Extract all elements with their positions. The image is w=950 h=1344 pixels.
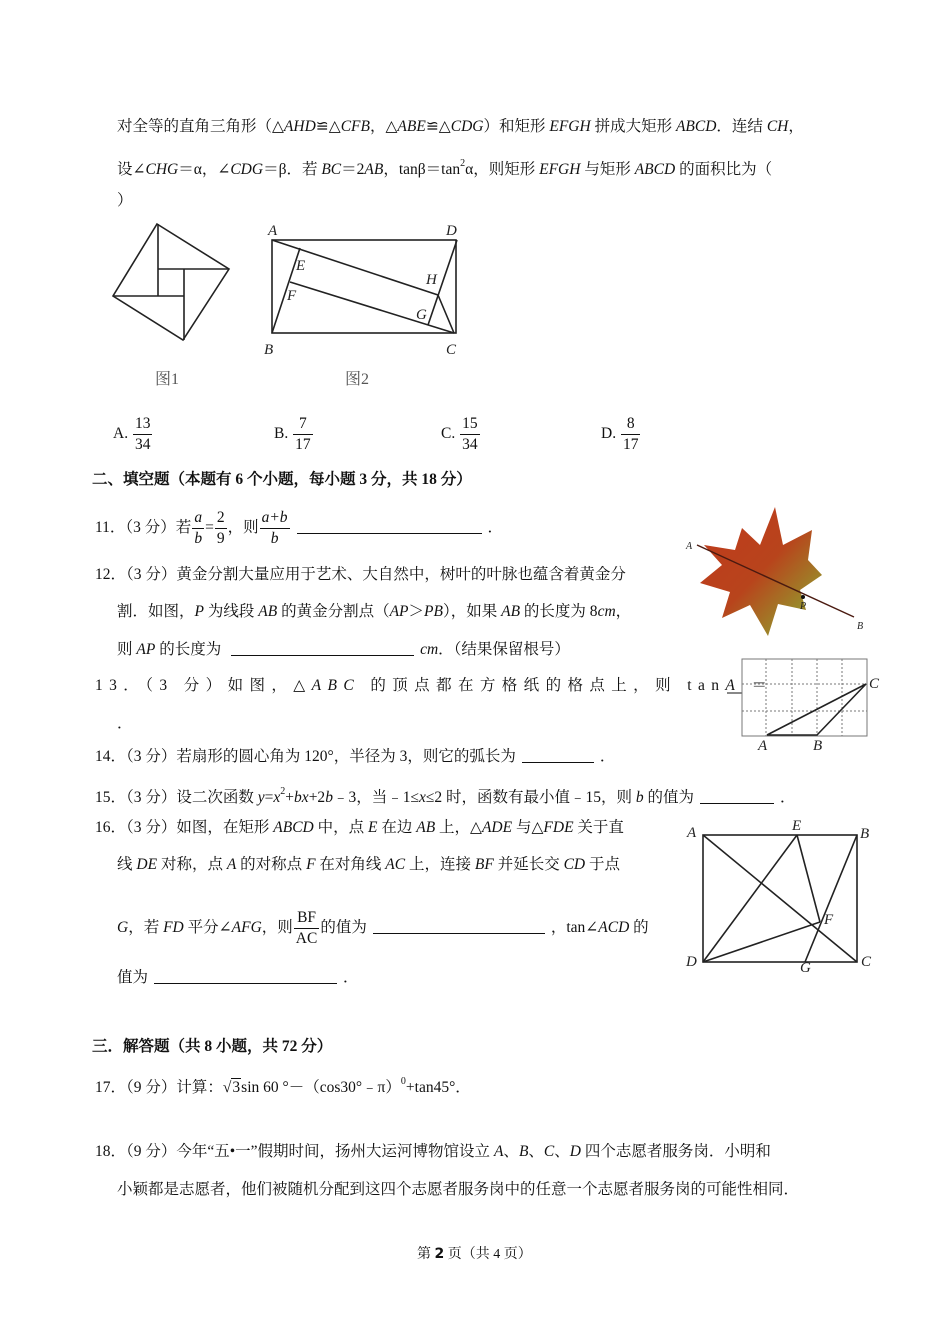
text-run: 对全等的直角三角形（△ xyxy=(117,118,284,135)
math-italic: b xyxy=(635,789,644,806)
math-italic: B xyxy=(518,1143,529,1160)
math-italic: ABE xyxy=(397,118,426,135)
math-italic: E xyxy=(368,819,378,836)
square-root xyxy=(223,1076,241,1100)
math-italic: CFB xyxy=(340,118,370,135)
math-italic: ABCD xyxy=(634,161,676,178)
page-footer xyxy=(417,1242,532,1266)
option-letter: B. xyxy=(274,425,289,442)
rect-label-C: C xyxy=(861,954,872,970)
text-run: ，tan∠ xyxy=(550,919,599,936)
math-italic: A xyxy=(725,677,742,694)
denominator: 9 xyxy=(216,529,225,547)
label-F: F xyxy=(287,288,297,304)
text-run: ＞ xyxy=(408,603,425,620)
text-run: ，则 xyxy=(261,919,293,936)
page-number: 2 xyxy=(434,1246,445,1262)
text-run: 、 xyxy=(503,1143,519,1160)
math-italic: AC xyxy=(385,856,406,873)
radicand: 3 xyxy=(232,1079,241,1096)
rect-label-D: D xyxy=(686,954,697,970)
text-run: ＝2 xyxy=(341,161,365,178)
text-run: 上，△ xyxy=(435,819,482,836)
text-run: ≤2 时，函数有最小值﹣15，则 xyxy=(425,789,636,806)
label-C: C xyxy=(446,342,457,358)
text-run: ． xyxy=(487,519,504,536)
label-G: G xyxy=(416,307,427,323)
text-run: ， xyxy=(615,603,632,620)
text-run: 、 xyxy=(528,1143,544,1160)
q18-line-1 xyxy=(95,1140,771,1164)
numerator: 2 xyxy=(215,508,227,529)
text-run: 11．（3 分）若 xyxy=(95,519,192,536)
math-italic: AHD xyxy=(283,118,316,135)
superscript: 0 xyxy=(400,1076,406,1087)
text-run: +2 xyxy=(308,789,326,806)
math-italic: CD xyxy=(563,856,586,873)
option-fraction: $\frac{13}{34}$ xyxy=(134,414,151,453)
text-run: 小颖都是志愿者，他们被随机分配到这四个志愿者服务岗中的任意一个志愿者服务岗的可能性相同． xyxy=(117,1181,800,1198)
math-italic: CH xyxy=(766,118,789,135)
math-italic: EFGH xyxy=(539,161,581,178)
text-run: 12．（3 分）黄金分割大量应用于艺术、大自然中，树叶的叶脉也蕴含着黄金分 xyxy=(95,566,626,583)
math-italic: FDE xyxy=(543,819,574,836)
text-run: = xyxy=(264,789,274,806)
math-italic: AP xyxy=(136,641,156,658)
text-run: 16．（3 分）如图，在矩形 xyxy=(95,819,274,836)
text-run: 、 xyxy=(554,1143,570,1160)
math-italic: x xyxy=(273,789,281,806)
option-fraction: $\frac{8}{17}$ xyxy=(622,414,639,453)
math-italic: CDG xyxy=(230,161,264,178)
math-italic: C xyxy=(543,1143,555,1160)
text-run: = xyxy=(205,519,214,536)
text-run: 15．（3 分）设二次函数 xyxy=(95,789,258,806)
math-italic: P xyxy=(194,603,204,620)
section-2-heading: 二、填空题（本题有 6 个小题，每小题 3 分，共 18 分） xyxy=(92,471,472,488)
q18-line-2 xyxy=(117,1178,799,1202)
footer-suffix: 页（共 4 页） xyxy=(444,1247,532,1262)
text-run: ，△ xyxy=(369,118,398,135)
text-run: +tan45°． xyxy=(405,1079,471,1096)
option-letter: A. xyxy=(113,425,129,442)
text-run: ．（结果保留根号） xyxy=(438,641,570,658)
math-italic: ABCD xyxy=(273,819,314,836)
math-italic: F xyxy=(306,856,316,873)
leaf-label-B: B xyxy=(857,621,864,632)
figure-2-caption: 图2 xyxy=(345,371,370,388)
math-italic: cm xyxy=(597,603,616,620)
math-italic: FD xyxy=(163,919,184,936)
text-run: ． xyxy=(599,748,616,765)
math-italic: AB xyxy=(258,603,278,620)
text-run: 的黄金分割点（ xyxy=(277,603,390,620)
label-A: A xyxy=(268,223,278,239)
text-run: ．连结 xyxy=(716,118,767,135)
text-run: + xyxy=(285,789,295,806)
text-run: 18．（9 分）今年“五•一”假期时间，扬州大运河博物馆设立 xyxy=(95,1143,494,1160)
text-run: 拼成大矩形 xyxy=(590,118,676,135)
math-italic: G xyxy=(117,919,129,936)
math-italic: EFGH xyxy=(549,118,591,135)
math-italic: y xyxy=(257,789,265,806)
rect-label-F: F xyxy=(824,912,834,928)
grid-label-A: A xyxy=(758,738,768,754)
text-run: 平分∠ xyxy=(183,919,232,936)
math-italic: BF xyxy=(474,856,494,873)
math-italic: AB xyxy=(501,603,521,620)
radical-sign-icon: √ xyxy=(222,1079,232,1096)
math-italic: CHG xyxy=(145,161,179,178)
text-run: 在对角线 xyxy=(315,856,386,873)
math-italic: ABC xyxy=(311,677,361,694)
text-run: 的 xyxy=(629,919,649,936)
text-run: ﹣3，当﹣1≤ xyxy=(332,789,419,806)
text-run: 值为 xyxy=(117,969,149,986)
numerator: BF xyxy=(294,908,320,929)
numerator: a+b xyxy=(260,508,290,529)
option-letter: D. xyxy=(601,425,617,442)
figure-1-caption: 图1 xyxy=(155,371,180,388)
text-run: 于点 xyxy=(585,856,621,873)
text-run: 与△ xyxy=(512,819,544,836)
math-italic: b xyxy=(325,789,333,806)
label-B: B xyxy=(264,342,274,358)
label-H: H xyxy=(426,272,437,288)
option-letter: C. xyxy=(441,425,456,442)
rect-label-A: A xyxy=(687,825,697,841)
text-run: 的顶点都在方格纸的格点上，则 tan xyxy=(360,677,726,694)
text-run: ≌△ xyxy=(425,118,451,135)
rect-label-B: B xyxy=(860,826,870,842)
text-run: ） xyxy=(117,192,133,209)
superscript: 2 xyxy=(280,786,286,797)
option-fraction: $\frac{15}{34}$ xyxy=(462,414,478,453)
leaf-label-P: P xyxy=(800,601,807,612)
text-run: ≌△ xyxy=(315,118,341,135)
text-run: α，则矩形 xyxy=(465,161,540,178)
text-run: 割．如图， xyxy=(117,603,195,620)
text-run: 在边 xyxy=(377,819,417,836)
text-run: ， xyxy=(788,118,804,135)
grid-label-B: B xyxy=(813,738,823,754)
math-italic: A xyxy=(493,1143,504,1160)
denominator: b xyxy=(270,529,279,547)
math-italic: cm xyxy=(420,641,439,658)
math-italic: CDG xyxy=(450,118,484,135)
math-italic: DE xyxy=(136,856,158,873)
text-run: 则 xyxy=(117,641,137,658)
math-italic: D xyxy=(569,1143,581,1160)
text-run: sin 60 °－（cos30°﹣π） xyxy=(241,1079,401,1096)
rect-label-G: G xyxy=(800,960,811,976)
text-run: 四个志愿者服务岗．小明和 xyxy=(580,1143,771,1160)
math-italic: ACD xyxy=(598,919,630,936)
text-run: ，若 xyxy=(128,919,164,936)
text-run: 关于直 xyxy=(573,819,624,836)
text-run: 14．（3 分）若扇形的圆心角为 120°，半径为 3，则它的弧长为 xyxy=(95,748,516,765)
math-italic: ABCD xyxy=(675,118,717,135)
math-italic: PB xyxy=(424,603,443,620)
math-italic: AFG xyxy=(231,919,262,936)
text-run: ，则 xyxy=(227,519,259,536)
leaf-label-A: A xyxy=(686,541,693,552)
denominator: b xyxy=(194,529,203,547)
text-run: 13．（3 分）如图，△ xyxy=(95,677,312,694)
text-run: 线 xyxy=(117,856,137,873)
label-D: D xyxy=(446,223,457,239)
text-run: 的值为 xyxy=(320,919,367,936)
math-italic: bx xyxy=(294,789,309,806)
text-run: 的面积比为（ xyxy=(675,161,773,178)
section-3-heading: 三．解答题（共 8 小题，共 72 分） xyxy=(92,1038,333,1055)
label-E: E xyxy=(296,258,306,274)
grid-label-C: C xyxy=(869,676,880,692)
text-run: ． xyxy=(117,715,133,732)
math-italic: BC xyxy=(321,161,342,178)
math-italic: ADE xyxy=(481,819,513,836)
math-italic: x xyxy=(418,789,426,806)
math-italic: AP xyxy=(389,603,409,620)
text-run: 中，点 xyxy=(313,819,368,836)
text-run: ），如果 xyxy=(442,603,502,620)
text-run: ＝ xyxy=(741,677,774,694)
text-run: ． xyxy=(343,969,359,986)
text-run: ． xyxy=(780,789,796,806)
text-run: 的对称点 xyxy=(236,856,307,873)
math-italic: AB xyxy=(416,819,436,836)
text-run: 与矩形 xyxy=(580,161,635,178)
math-italic: A xyxy=(226,856,237,873)
text-run: 设∠ xyxy=(117,161,146,178)
superscript: 2 xyxy=(460,158,466,169)
q17-line xyxy=(95,1070,471,1094)
numerator: a xyxy=(192,508,204,529)
text-run: 的长度为 xyxy=(155,641,226,658)
text-run: 的值为 xyxy=(643,789,694,806)
option-fraction: $\frac{7}{17}$ xyxy=(295,414,311,453)
text-run: ，tanβ＝tan xyxy=(383,161,461,178)
text-run: 上，连接 xyxy=(405,856,475,873)
text-run: ）和矩形 xyxy=(483,118,550,135)
rect-label-E: E xyxy=(792,818,802,834)
text-run: 并延长交 xyxy=(493,856,564,873)
text-run: ＝α，∠ xyxy=(178,161,231,178)
text-run: ＝β．若 xyxy=(263,161,322,178)
math-italic: AB xyxy=(364,161,384,178)
text-run: 的长度为 8 xyxy=(520,603,598,620)
footer-prefix: 第 xyxy=(417,1247,435,1262)
denominator: AC xyxy=(295,929,318,947)
text-run: 17．（9 分）计算： xyxy=(95,1079,223,1096)
text-run: 为线段 xyxy=(203,603,259,620)
text-run: 对称，点 xyxy=(157,856,227,873)
